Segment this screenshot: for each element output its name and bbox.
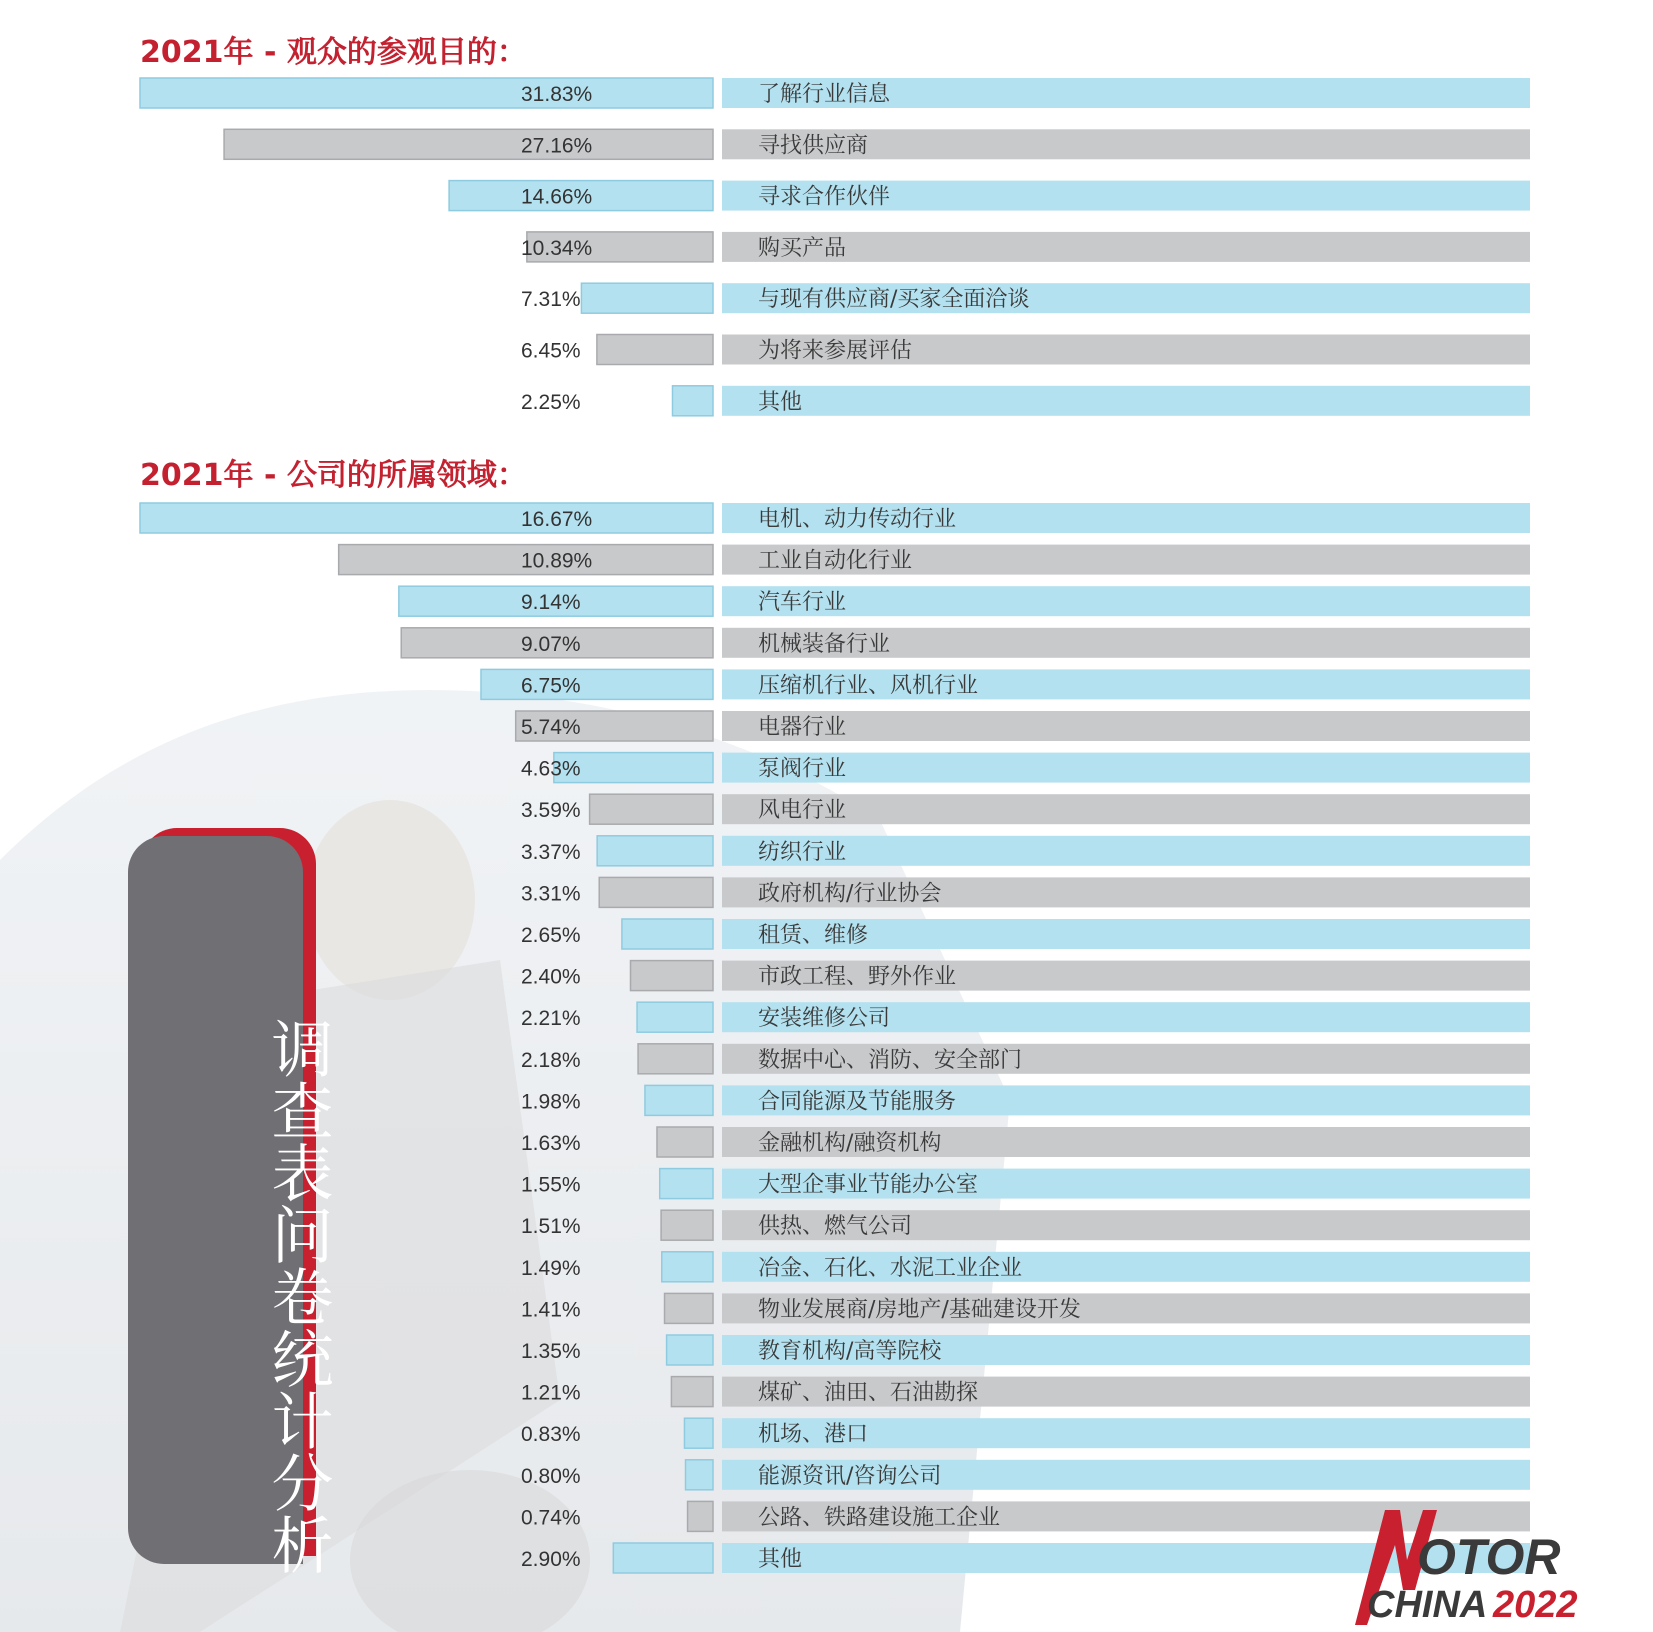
bar — [224, 129, 713, 159]
chart-title-company-field: 2021年 - 公司的所属领域： — [140, 458, 527, 493]
bar-value-label: 2.21% — [521, 1007, 581, 1031]
category-label: 机械装备行业 — [758, 631, 891, 657]
bar-value-label: 1.55% — [521, 1173, 581, 1197]
category-label: 电器行业 — [758, 715, 847, 740]
bar — [661, 1210, 713, 1240]
bar-value-label: 31.83% — [521, 83, 593, 106]
category-label: 政府机构/行业协会 — [758, 881, 942, 907]
category-label: 教育机构/高等院校 — [758, 1339, 942, 1364]
category-band — [722, 386, 1530, 416]
bar-value-label: 6.45% — [521, 339, 581, 363]
bar-value-label: 3.31% — [521, 882, 581, 906]
bar-value-label: 1.98% — [521, 1090, 581, 1114]
bar — [665, 1293, 713, 1323]
bar — [638, 1044, 713, 1074]
category-label: 煤矿、油田、石油勘探 — [758, 1380, 979, 1406]
bar — [667, 1335, 713, 1365]
bar — [645, 1085, 713, 1115]
bar-value-label: 27.16% — [521, 134, 593, 158]
bar — [657, 1127, 713, 1157]
bar-value-label: 1.35% — [521, 1340, 581, 1363]
bar-value-label: 1.21% — [521, 1381, 581, 1405]
category-label: 大型企事业节能办公室 — [758, 1172, 979, 1198]
category-label: 合同能源及节能服务 — [758, 1089, 957, 1115]
category-label: 其他 — [758, 389, 803, 415]
bar — [688, 1501, 713, 1531]
bar-value-label: 5.74% — [521, 716, 581, 739]
bar — [662, 1252, 713, 1282]
category-label: 购买产品 — [758, 235, 847, 261]
logo-word-china: CHINA — [1367, 1584, 1488, 1626]
category-label: 压缩机行业、风机行业 — [758, 673, 979, 699]
bar — [581, 283, 713, 313]
bar-value-label: 2.65% — [521, 924, 581, 947]
category-label: 与现有供应商/买家全面洽谈 — [758, 287, 1030, 313]
bar-value-label: 2.90% — [521, 1548, 581, 1571]
category-label: 电机、动力传动行业 — [758, 507, 957, 532]
bar — [631, 961, 713, 991]
bar — [622, 919, 713, 949]
side-panel-label: 调查表问卷统计分析 — [261, 1017, 334, 1575]
category-label: 机场、港口 — [758, 1422, 869, 1448]
bar — [599, 877, 713, 907]
motor-china-logo — [1345, 1490, 1645, 1630]
side-panel — [128, 836, 334, 1575]
category-label: 纺织行业 — [758, 839, 847, 865]
bar-value-label: 16.67% — [521, 508, 593, 531]
bar — [672, 386, 713, 416]
bar-value-label: 2.18% — [521, 1048, 581, 1072]
bar-value-label: 3.59% — [521, 799, 581, 823]
logo-word-year: 2022 — [1493, 1584, 1578, 1626]
category-label: 数据中心、消防、安全部门 — [758, 1047, 1023, 1073]
bar-value-label: 10.89% — [521, 549, 593, 573]
bar-value-label: 1.41% — [521, 1298, 581, 1322]
bar — [684, 1418, 713, 1448]
category-label: 安装维修公司 — [758, 1006, 891, 1032]
bar — [597, 335, 713, 365]
category-label: 租赁、维修 — [758, 923, 869, 948]
logo-word-otor: OTOR — [1417, 1529, 1561, 1585]
category-label: 金融机构/融资机构 — [758, 1131, 942, 1156]
chart-visit-purpose — [140, 78, 1530, 416]
bar-value-label: 6.75% — [521, 674, 581, 698]
bar-value-label: 0.80% — [521, 1464, 581, 1488]
category-label: 汽车行业 — [758, 590, 847, 616]
bar — [481, 669, 713, 699]
bar-value-label: 2.25% — [521, 390, 581, 414]
category-label: 风电行业 — [758, 798, 847, 824]
bar-value-label: 9.14% — [521, 591, 581, 615]
bar-value-label: 2.40% — [521, 965, 581, 989]
category-label: 寻找供应商 — [758, 133, 869, 159]
bar — [590, 794, 713, 824]
bar — [613, 1543, 713, 1573]
bar-value-label: 9.07% — [521, 632, 581, 656]
chart-title-visit-purpose: 2021年 - 观众的参观目的： — [140, 35, 527, 70]
bar-value-label: 1.51% — [521, 1215, 581, 1239]
category-label: 供热、燃气公司 — [758, 1214, 913, 1240]
category-label: 了解行业信息 — [758, 82, 891, 107]
category-label: 寻求合作伙伴 — [758, 184, 891, 210]
bar — [686, 1460, 713, 1490]
bar-value-label: 1.49% — [521, 1256, 581, 1280]
bar-value-label: 14.66% — [521, 185, 593, 209]
category-label: 冶金、石化、水泥工业企业 — [758, 1255, 1023, 1281]
bar — [660, 1169, 713, 1199]
bar-value-label: 0.83% — [521, 1423, 581, 1447]
category-label: 为将来参展评估 — [758, 338, 913, 364]
category-label: 其他 — [758, 1547, 803, 1572]
chart-company-field — [140, 503, 1530, 1573]
category-label: 工业自动化行业 — [758, 548, 913, 574]
category-label: 泵阀行业 — [758, 756, 847, 782]
category-label: 物业发展商/房地产/基础建设开发 — [758, 1297, 1081, 1323]
bar-value-label: 10.34% — [521, 236, 593, 260]
bar — [140, 78, 713, 108]
bar-value-label: 4.63% — [521, 757, 581, 781]
bar — [140, 503, 713, 533]
category-label: 能源资讯/咨询公司 — [758, 1463, 942, 1489]
category-label: 市政工程、野外作业 — [758, 964, 957, 990]
category-label: 公路、铁路建设施工企业 — [758, 1505, 1001, 1531]
bar — [671, 1377, 713, 1407]
bar-value-label: 0.74% — [521, 1506, 581, 1530]
bar-value-label: 7.31% — [521, 288, 581, 312]
bar-value-label: 1.63% — [521, 1132, 581, 1155]
bar-value-label: 3.37% — [521, 840, 581, 864]
bar — [637, 1002, 713, 1032]
bar — [597, 836, 713, 866]
